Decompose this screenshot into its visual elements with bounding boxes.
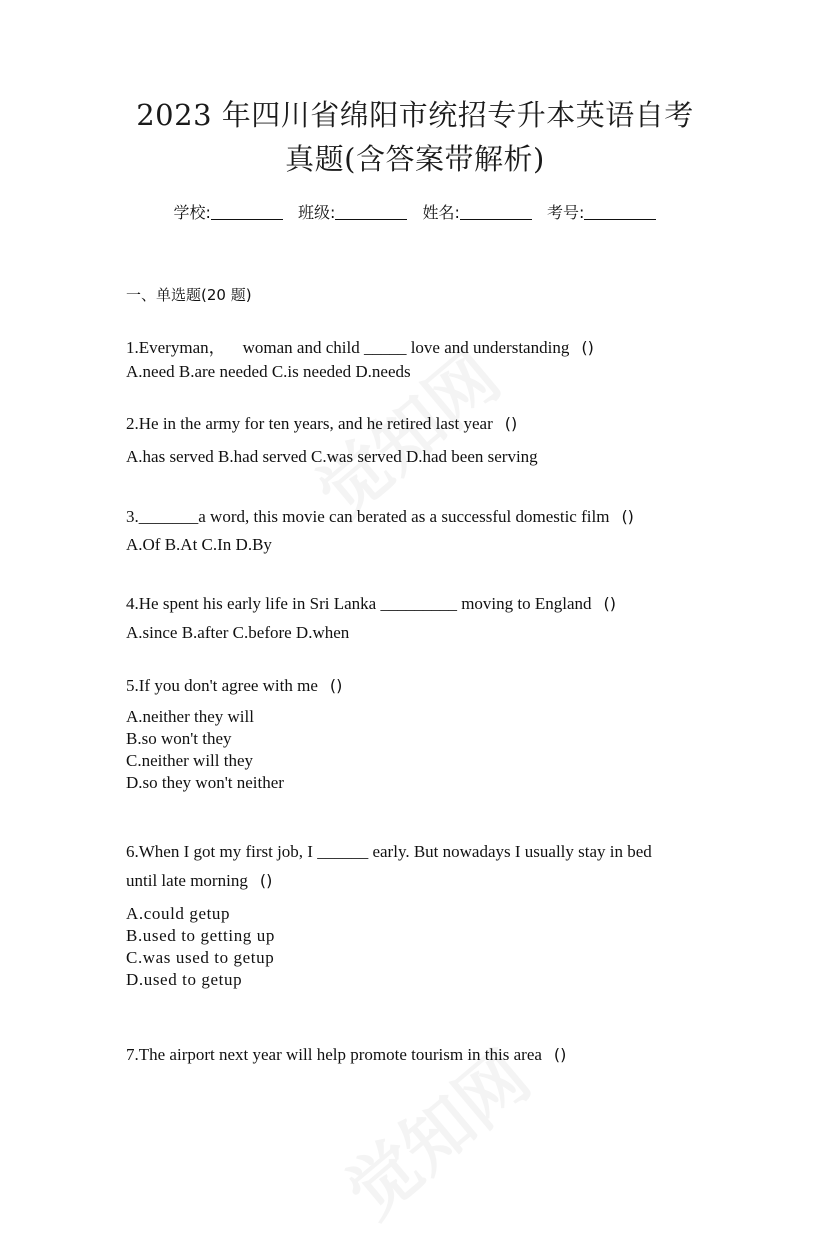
student-info-row <box>0 200 830 223</box>
question-6-options <box>126 903 275 991</box>
option-a: A.neither they will <box>126 707 254 726</box>
question-3-options: A.Of B.At C.In D.By <box>126 535 272 554</box>
question-3: 3._______a word, this movie can berated as a successful domestic film () <box>126 507 634 526</box>
answer-paren: () <box>603 594 617 613</box>
question-7: 7.The airport next year will help promote tourism in this area () <box>126 1045 567 1064</box>
question-4: 4.He spent his early life in Sri Lanka _________ moving to England () <box>126 594 617 613</box>
option-b: B.used to getting up <box>126 926 275 945</box>
question-4-options: A.since B.after C.before D.when <box>126 623 350 642</box>
question-2: 2.He in the army for ten years, and he retired last year () <box>126 414 518 433</box>
name-blank <box>460 205 532 220</box>
question-2-options: A.has served B.had served C.was served D.had been serving <box>126 447 538 466</box>
question-5: 5.If you don't agree with me () <box>126 676 343 695</box>
question-1: 1.Everyman， woman and child _____ love and understanding () <box>126 338 594 357</box>
option-d: D.used to getup <box>126 970 243 989</box>
answer-paren: () <box>329 676 343 695</box>
answer-paren: () <box>259 871 273 890</box>
question-6-line-2: until late morning () <box>126 871 273 890</box>
exam-number-blank <box>584 205 656 220</box>
question-1-options: A.need B.are needed C.is needed D.needs <box>126 362 411 381</box>
answer-paren: () <box>581 338 594 357</box>
school-field: 学校: <box>174 200 283 223</box>
option-c: C.neither will they <box>126 751 254 770</box>
exam-number-field: 考号: <box>547 200 656 223</box>
section-title: 一、单选题(20 题) <box>126 286 252 304</box>
school-blank <box>211 205 283 220</box>
page-title-line2: 真题(含答案带解析) <box>285 142 545 176</box>
option-c: C.was used to getup <box>126 948 275 967</box>
answer-paren: () <box>621 507 634 526</box>
option-d: D.so they won't neither <box>126 773 284 792</box>
name-field: 姓名: <box>423 200 532 223</box>
answer-paren: () <box>553 1045 567 1064</box>
class-blank <box>335 205 407 220</box>
page-title-line1: 2023 年四川省绵阳市统招专升本英语自考 <box>136 98 694 132</box>
answer-paren: () <box>504 414 518 433</box>
option-b: B.so won't they <box>126 729 232 748</box>
question-5-options <box>126 706 284 794</box>
class-field: 班级: <box>298 200 407 223</box>
question-6-line-1: 6.When I got my first job, I ______ early. But nowadays I usually stay in bed <box>126 842 652 861</box>
option-a: A.could getup <box>126 904 231 923</box>
